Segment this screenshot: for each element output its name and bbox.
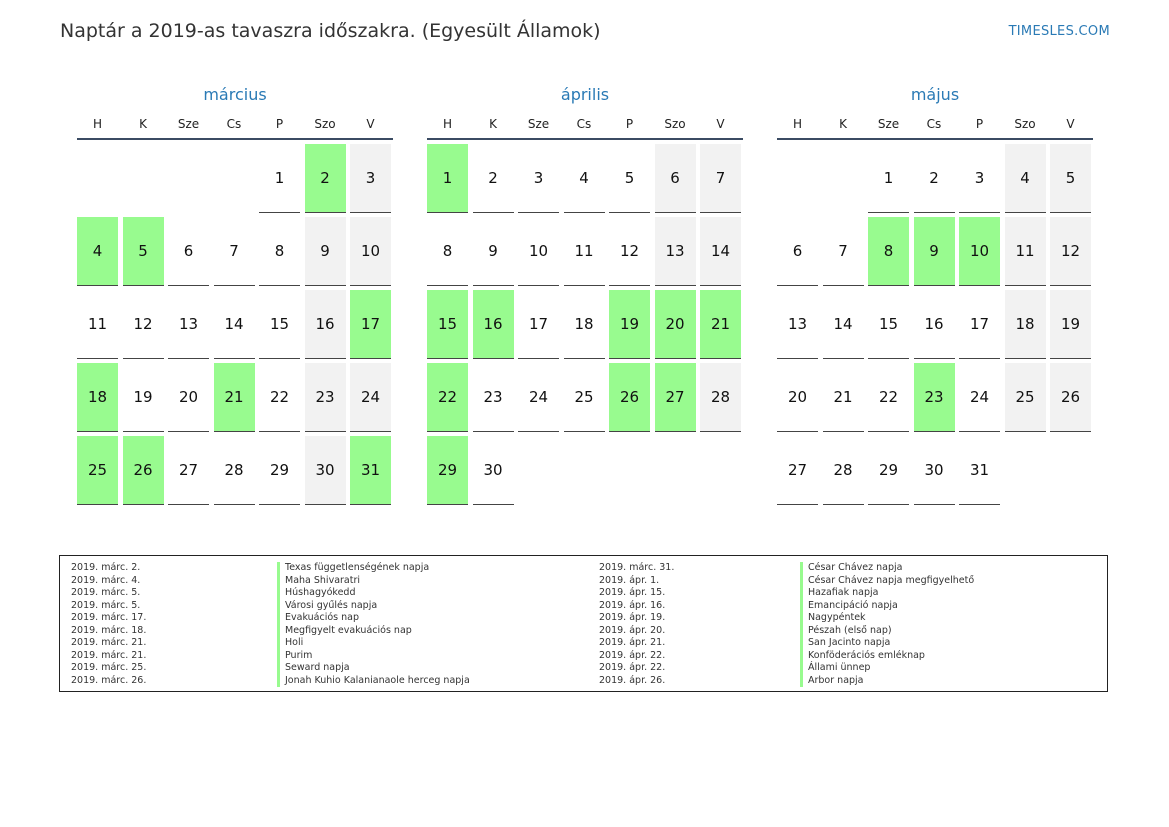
month-april xyxy=(427,84,743,505)
legend-names-col-1 xyxy=(277,562,470,687)
holiday-day-cell: 31 xyxy=(350,436,391,505)
holiday-day-cell: 25 xyxy=(77,436,118,505)
holiday-day-cell: 16 xyxy=(473,290,514,359)
day-cell: 5 xyxy=(1050,144,1091,213)
legend-holiday-name: Városi gyűlés napja xyxy=(277,600,470,613)
day-cell: 30 xyxy=(914,436,955,505)
legend-holiday-name: Maha Shivaratri xyxy=(277,575,470,588)
weekday-label: Cs xyxy=(226,117,242,131)
day-cell: 30 xyxy=(473,436,514,505)
day-cell: 21 xyxy=(823,363,864,432)
holiday-day-cell: 2 xyxy=(305,144,346,213)
holiday-day-cell: 5 xyxy=(123,217,164,286)
day-cell: 28 xyxy=(214,436,255,505)
day-cell: 1 xyxy=(868,144,909,213)
day-cell: 26 xyxy=(1050,363,1091,432)
month-may xyxy=(777,84,1093,505)
weekday-label: K xyxy=(489,117,497,131)
weekday-label: Szo xyxy=(1014,117,1036,131)
legend-date: 2019. márc. 21. xyxy=(71,637,147,648)
legend-holiday-name: Nagypéntek xyxy=(800,612,974,625)
empty-cell xyxy=(823,144,864,213)
days-grid xyxy=(777,144,1093,505)
day-cell: 24 xyxy=(350,363,391,432)
legend-holiday-name: Seward napja xyxy=(277,662,470,675)
day-cell: 23 xyxy=(305,363,346,432)
day-cell: 22 xyxy=(259,363,300,432)
day-cell: 1 xyxy=(259,144,300,213)
day-cell: 8 xyxy=(259,217,300,286)
day-cell: 11 xyxy=(77,290,118,359)
legend-date: 2019. ápr. 21. xyxy=(599,637,666,648)
day-cell: 11 xyxy=(564,217,605,286)
weekday-header xyxy=(777,116,1093,140)
legend-date: 2019. ápr. 1. xyxy=(599,574,660,586)
day-cell: 15 xyxy=(259,290,300,359)
holiday-day-cell: 9 xyxy=(914,217,955,286)
legend-dates-col-2 xyxy=(599,562,674,687)
legend-date: 2019. márc. 5. xyxy=(71,599,141,611)
day-cell: 20 xyxy=(168,363,209,432)
day-cell: 3 xyxy=(350,144,391,213)
day-cell: 6 xyxy=(168,217,209,286)
legend-names-col-2 xyxy=(800,562,974,687)
legend-date: 2019. márc. 5. xyxy=(71,587,141,598)
day-cell: 19 xyxy=(123,363,164,432)
holiday-day-cell: 4 xyxy=(77,217,118,286)
weekday-label: P xyxy=(275,117,284,131)
holiday-day-cell: 8 xyxy=(868,217,909,286)
weekday-label: H xyxy=(92,117,103,131)
holiday-day-cell: 10 xyxy=(959,217,1000,286)
day-cell: 22 xyxy=(868,363,909,432)
weekday-label: Szo xyxy=(664,117,686,131)
holiday-day-cell: 27 xyxy=(655,363,696,432)
day-cell: 8 xyxy=(427,217,468,286)
day-cell: 27 xyxy=(777,436,818,505)
empty-cell xyxy=(777,144,818,213)
legend-holiday-name: Holi xyxy=(277,637,470,650)
legend-date: 2019. ápr. 20. xyxy=(599,624,666,636)
legend-holiday-name: Evakuációs nap xyxy=(277,612,470,625)
empty-cell xyxy=(77,144,118,213)
day-cell: 4 xyxy=(564,144,605,213)
holiday-day-cell: 17 xyxy=(350,290,391,359)
day-cell: 2 xyxy=(473,144,514,213)
holiday-day-cell: 23 xyxy=(914,363,955,432)
legend-date: 2019. ápr. 22. xyxy=(599,662,666,673)
legend-date: 2019. ápr. 15. xyxy=(599,587,666,598)
month-name: március xyxy=(203,85,267,104)
holiday-legend xyxy=(59,555,1108,692)
holiday-day-cell: 21 xyxy=(214,363,255,432)
day-cell: 20 xyxy=(777,363,818,432)
day-cell: 12 xyxy=(123,290,164,359)
holiday-day-cell: 29 xyxy=(427,436,468,505)
day-cell: 4 xyxy=(1005,144,1046,213)
days-grid xyxy=(427,144,743,505)
weekday-label: H xyxy=(792,117,803,131)
days-grid xyxy=(77,144,393,505)
page-title: Naptár a 2019-as tavaszra időszakra. (Egyesült Államok) xyxy=(60,20,601,42)
day-cell: 2 xyxy=(914,144,955,213)
holiday-day-cell: 26 xyxy=(609,363,650,432)
weekday-header xyxy=(77,116,393,140)
legend-holiday-name: César Chávez napja xyxy=(800,562,974,575)
weekday-label: V xyxy=(1066,117,1075,131)
holiday-day-cell: 19 xyxy=(609,290,650,359)
day-cell: 7 xyxy=(823,217,864,286)
day-cell: 17 xyxy=(518,290,559,359)
day-cell: 13 xyxy=(655,217,696,286)
legend-holiday-name: Hazafiak napja xyxy=(800,587,974,600)
brand-link[interactable]: TIMESLES.COM xyxy=(1008,24,1110,39)
day-cell: 3 xyxy=(959,144,1000,213)
day-cell: 31 xyxy=(959,436,1000,505)
day-cell: 6 xyxy=(655,144,696,213)
day-cell: 13 xyxy=(777,290,818,359)
weekday-header xyxy=(427,116,743,140)
weekday-label: K xyxy=(139,117,147,131)
legend-holiday-name: Konföderációs emléknap xyxy=(800,650,974,663)
holiday-day-cell: 22 xyxy=(427,363,468,432)
day-cell: 27 xyxy=(168,436,209,505)
day-cell: 5 xyxy=(609,144,650,213)
legend-date: 2019. márc. 31. xyxy=(599,562,675,573)
empty-cell xyxy=(214,144,255,213)
weekday-label: V xyxy=(716,117,725,131)
day-cell: 11 xyxy=(1005,217,1046,286)
day-cell: 16 xyxy=(305,290,346,359)
holiday-day-cell: 21 xyxy=(700,290,741,359)
day-cell: 30 xyxy=(305,436,346,505)
month-name: április xyxy=(560,85,610,104)
weekday-label: Sze xyxy=(877,117,900,131)
legend-holiday-name: Arbor napja xyxy=(800,675,974,688)
month-march xyxy=(77,84,393,505)
day-cell: 12 xyxy=(1050,217,1091,286)
legend-date: 2019. márc. 17. xyxy=(71,612,147,623)
legend-holiday-name: Állami ünnep xyxy=(800,662,974,675)
day-cell: 6 xyxy=(777,217,818,286)
legend-date: 2019. ápr. 26. xyxy=(599,674,666,686)
legend-holiday-name: Jonah Kuhio Kalanianaole herceg napja xyxy=(277,675,470,688)
day-cell: 7 xyxy=(214,217,255,286)
legend-dates-col-1 xyxy=(71,562,146,687)
legend-holiday-name: Purim xyxy=(277,650,470,663)
weekday-label: V xyxy=(366,117,375,131)
day-cell: 9 xyxy=(473,217,514,286)
legend-date: 2019. márc. 26. xyxy=(71,674,147,686)
weekday-label: H xyxy=(442,117,453,131)
day-cell: 3 xyxy=(518,144,559,213)
day-cell: 24 xyxy=(959,363,1000,432)
legend-date: 2019. márc. 4. xyxy=(71,574,141,586)
holiday-day-cell: 18 xyxy=(77,363,118,432)
legend-holiday-name: Húshagyókedd xyxy=(277,587,470,600)
day-cell: 29 xyxy=(868,436,909,505)
day-cell: 15 xyxy=(868,290,909,359)
weekday-label: Cs xyxy=(926,117,942,131)
weekday-label: Cs xyxy=(576,117,592,131)
legend-holiday-name: Emancipáció napja xyxy=(800,600,974,613)
weekday-label: Szo xyxy=(314,117,336,131)
empty-cell xyxy=(168,144,209,213)
day-cell: 18 xyxy=(564,290,605,359)
legend-holiday-name: César Chávez napja megfigyelhető xyxy=(800,575,974,588)
empty-cell xyxy=(123,144,164,213)
day-cell: 7 xyxy=(700,144,741,213)
day-cell: 14 xyxy=(823,290,864,359)
weekday-label: P xyxy=(625,117,634,131)
day-cell: 12 xyxy=(609,217,650,286)
legend-date: 2019. márc. 21. xyxy=(71,649,147,661)
day-cell: 24 xyxy=(518,363,559,432)
legend-date: 2019. márc. 18. xyxy=(71,624,147,636)
day-cell: 14 xyxy=(214,290,255,359)
weekday-label: P xyxy=(975,117,984,131)
holiday-day-cell: 26 xyxy=(123,436,164,505)
holiday-day-cell: 20 xyxy=(655,290,696,359)
day-cell: 19 xyxy=(1050,290,1091,359)
holiday-day-cell: 1 xyxy=(427,144,468,213)
weekday-label: Sze xyxy=(527,117,550,131)
day-cell: 9 xyxy=(305,217,346,286)
weekday-label: K xyxy=(839,117,847,131)
day-cell: 28 xyxy=(823,436,864,505)
day-cell: 28 xyxy=(700,363,741,432)
day-cell: 10 xyxy=(350,217,391,286)
day-cell: 17 xyxy=(959,290,1000,359)
legend-holiday-name: Megfigyelt evakuációs nap xyxy=(277,625,470,638)
legend-date: 2019. márc. 2. xyxy=(71,562,141,573)
day-cell: 23 xyxy=(473,363,514,432)
day-cell: 10 xyxy=(518,217,559,286)
day-cell: 25 xyxy=(1005,363,1046,432)
legend-date: 2019. ápr. 19. xyxy=(599,612,666,623)
day-cell: 29 xyxy=(259,436,300,505)
legend-holiday-name: Pészah (első nap) xyxy=(800,625,974,638)
day-cell: 14 xyxy=(700,217,741,286)
legend-date: 2019. ápr. 16. xyxy=(599,599,666,611)
legend-holiday-name: San Jacinto napja xyxy=(800,637,974,650)
legend-date: 2019. márc. 25. xyxy=(71,662,147,673)
day-cell: 25 xyxy=(564,363,605,432)
legend-holiday-name: Texas függetlenségének napja xyxy=(277,562,470,575)
month-name: május xyxy=(910,85,960,104)
day-cell: 18 xyxy=(1005,290,1046,359)
legend-date: 2019. ápr. 22. xyxy=(599,649,666,661)
holiday-day-cell: 15 xyxy=(427,290,468,359)
day-cell: 13 xyxy=(168,290,209,359)
weekday-label: Sze xyxy=(177,117,200,131)
day-cell: 16 xyxy=(914,290,955,359)
